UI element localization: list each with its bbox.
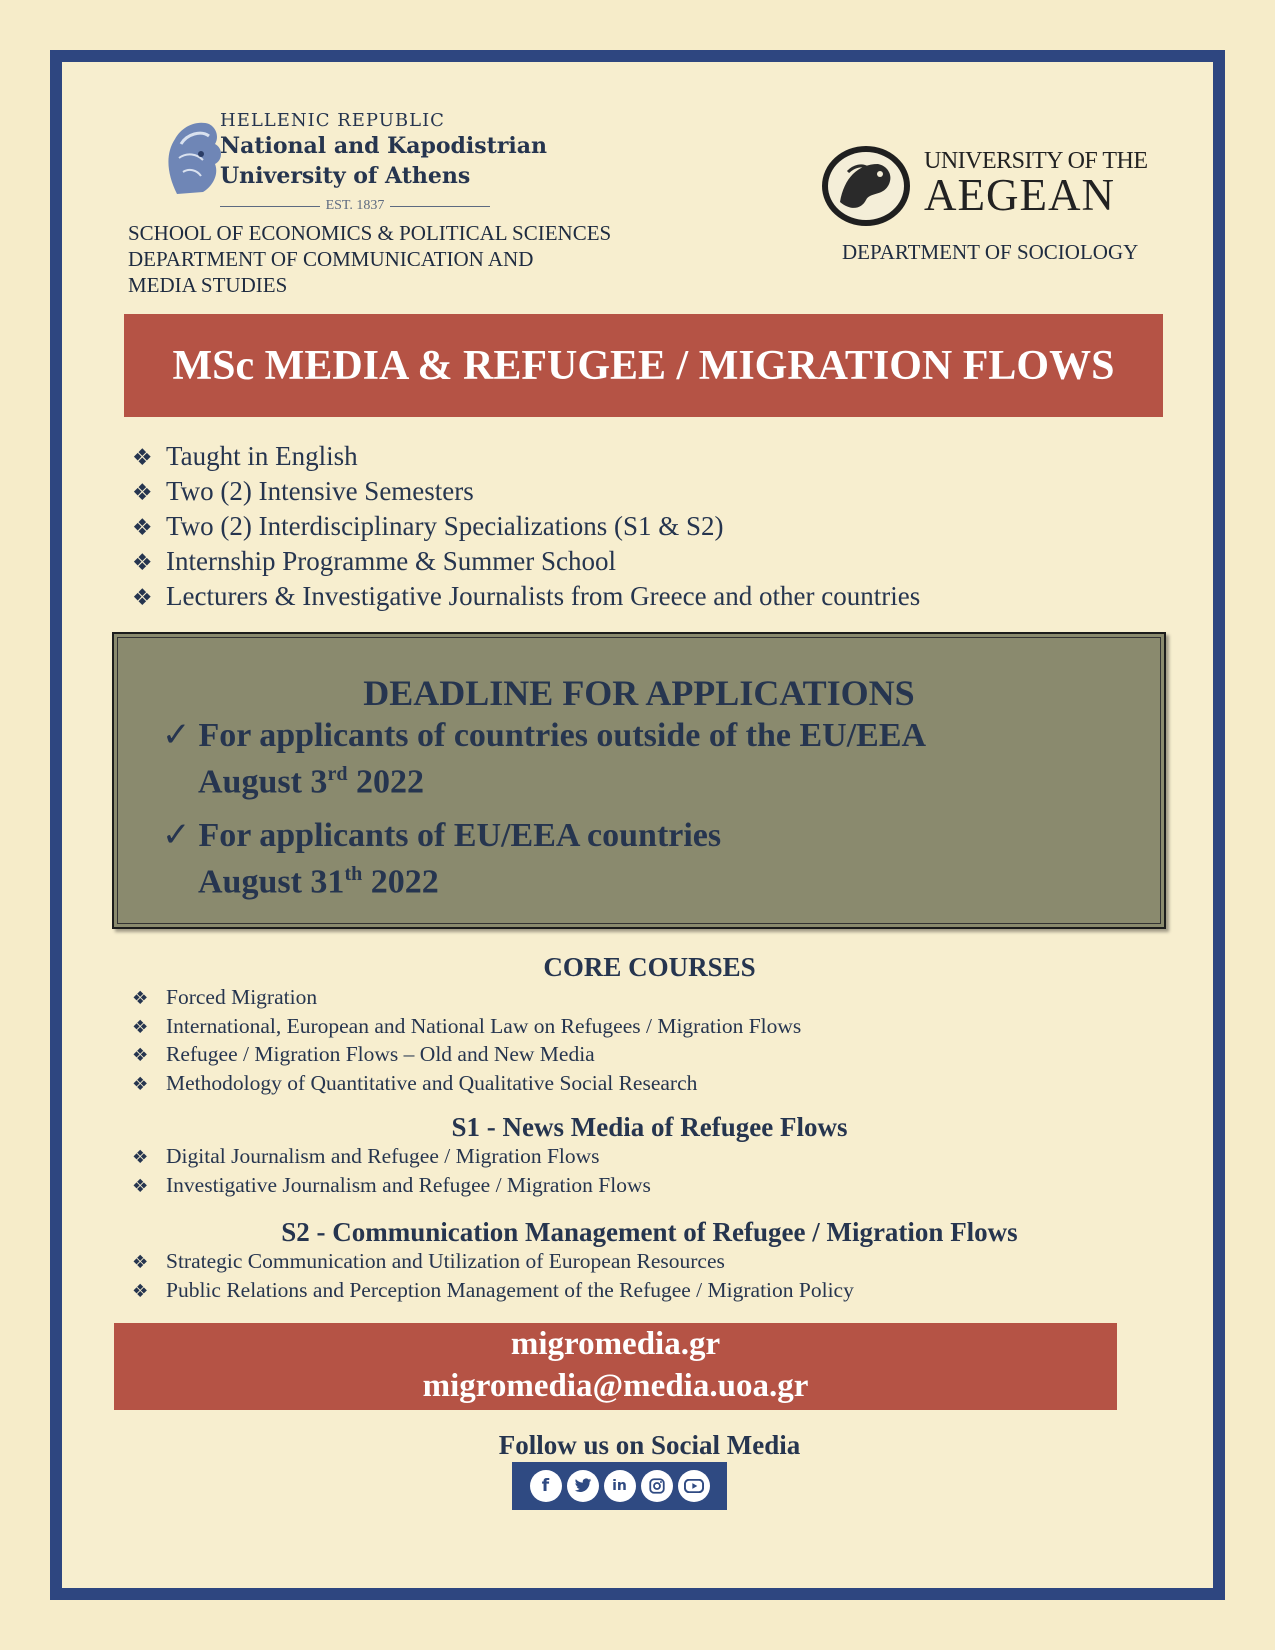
diamond-bullet-icon: ❖ [132, 445, 153, 471]
deadline-heading: DEADLINE FOR APPLICATIONS [363, 673, 915, 713]
poster-frame [50, 50, 1225, 1600]
list-item: ❖ Methodology of Quantitative and Qualitative Social Research [132, 1070, 801, 1099]
diamond-bullet-icon: ❖ [132, 1016, 149, 1038]
core-courses-heading: CORE COURSES [543, 952, 756, 982]
follow-heading: Follow us on Social Media [498, 1430, 801, 1460]
list-item: ❖ Two (2) Intensive Semesters [132, 475, 920, 510]
website-link[interactable]: migromedia.gr [510, 1326, 721, 1362]
linkedin-icon[interactable]: in [604, 1470, 636, 1502]
list-item: ❖ Lecturers & Investigative Journalists from Greece and other countries [132, 580, 920, 615]
diamond-bullet-icon: ❖ [132, 1280, 149, 1302]
deadline-box [112, 632, 1166, 929]
department-sociology: DEPARTMENT OF SOCIOLOGY [842, 240, 1139, 264]
list-item: ❖ Digital Journalism and Refugee / Migration Flows [132, 1143, 651, 1172]
list-item: ❖ International, European and National Law on Refugees / Migration Flows [132, 1013, 801, 1042]
aegean-seal-icon [818, 142, 916, 228]
school-line: DEPARTMENT OF COMMUNICATION AND [128, 247, 534, 271]
youtube-icon[interactable] [678, 1470, 710, 1502]
uoa-name-line1: National and Kapodistrian [220, 133, 548, 159]
deadline-date: August 3rd 2022 [198, 763, 424, 801]
deadline-date: August 31th 2022 [198, 863, 439, 901]
s2-list [132, 1248, 854, 1305]
diamond-bullet-icon: ❖ [132, 585, 153, 611]
twitter-icon[interactable] [567, 1470, 599, 1502]
deadline-item: ✓ For applicants of EU/EEA countries August 31th 2022 [162, 815, 722, 901]
republic-text: HELLENIC REPUBLIC [220, 110, 445, 131]
diamond-bullet-icon: ❖ [132, 480, 153, 506]
diamond-bullet-icon: ❖ [132, 1045, 149, 1066]
uoa-est [220, 198, 490, 214]
s1-heading: S1 - News Media of Refugee Flows [451, 1112, 848, 1142]
program-title-banner [124, 314, 1163, 417]
list-item: ❖ Two (2) Interdisciplinary Specializations (S1 & S2) [132, 510, 920, 545]
diamond-bullet-icon: ❖ [132, 515, 153, 541]
program-title: MSc MEDIA & REFUGEE / MIGRATION FLOWS [172, 342, 1115, 389]
s1-list [132, 1143, 651, 1200]
email-link[interactable]: migromedia@media.uoa.gr [422, 1368, 809, 1404]
aegean-line1: UNIVERSITY OF THE [924, 148, 1148, 174]
list-item: ❖ Refugee / Migration Flows – Old and New Media [132, 1041, 801, 1070]
diamond-bullet-icon: ❖ [132, 550, 153, 576]
social-icons-bar [512, 1462, 727, 1510]
checkmark-icon: ✓ [162, 815, 191, 855]
athena-logo-icon [157, 114, 227, 200]
instagram-icon[interactable] [641, 1470, 673, 1502]
list-item: ❖ Internship Programme & Summer School [132, 545, 920, 580]
est-text: EST. 1837 [325, 198, 385, 213]
list-item: ❖ Forced Migration [132, 984, 801, 1013]
school-line: MEDIA STUDIES [128, 273, 288, 297]
contact-banner [114, 1323, 1117, 1410]
s2-heading: S2 - Communication Management of Refugee / Migration Flows [281, 1217, 1018, 1247]
aegean-line2: AEGEAN [924, 170, 1115, 220]
list-item: ❖ Strategic Communication and Utilization of European Resources [132, 1248, 854, 1277]
school-department [128, 220, 668, 298]
core-courses-list [132, 984, 801, 1098]
facebook-icon[interactable]: f [530, 1470, 562, 1502]
diamond-bullet-icon: ❖ [132, 1073, 149, 1095]
deadline-item: ✓ For applicants of countries outside of the EU/EEA August 3rd 2022 [162, 715, 927, 801]
list-item: ❖ Investigative Journalism and Refugee / Migration Flows [132, 1172, 651, 1201]
aegean-wordmark [924, 148, 1148, 220]
diamond-bullet-icon: ❖ [132, 1175, 149, 1197]
uoa-name-line2: University of Athens [220, 163, 471, 189]
diamond-bullet-icon: ❖ [132, 1147, 149, 1168]
list-item: ❖ Public Relations and Perception Management of the Refugee / Migration Policy [132, 1277, 854, 1306]
list-item: ❖ Taught in English [132, 440, 920, 475]
school-line: SCHOOL OF ECONOMICS & POLITICAL SCIENCES [128, 221, 612, 245]
diamond-bullet-icon: ❖ [132, 1252, 149, 1273]
uoa-wordmark [220, 110, 547, 191]
features-list [132, 440, 920, 615]
checkmark-icon: ✓ [162, 715, 191, 755]
diamond-bullet-icon: ❖ [132, 988, 149, 1009]
